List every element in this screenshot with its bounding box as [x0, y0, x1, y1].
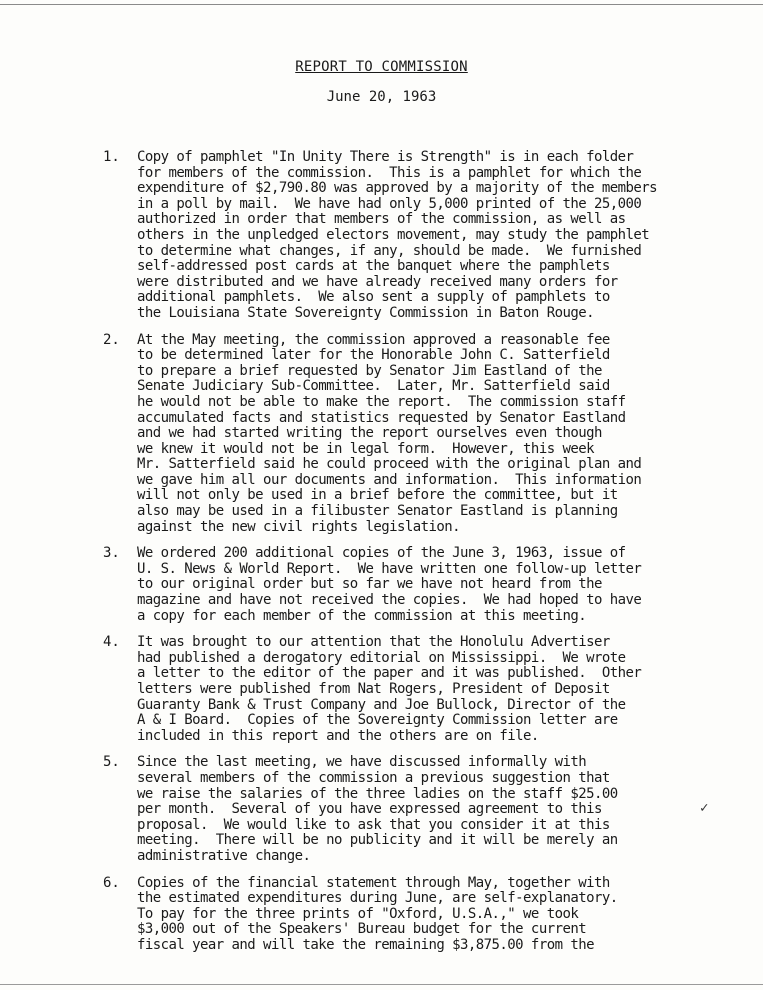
report-items: [103, 150, 743, 965]
handwritten-check-mark: ✓: [700, 800, 709, 816]
list-item: [103, 635, 743, 744]
item-text: It was brought to our attention that the Honolulu Advertiser had published a derogatory editorial on Mississippi. We wrote a letter to the editor of the paper and it was published. Other letters were published from Nat Rogers, President of Deposit Guaranty Bank & Trust Company and Joe Bullock, Director of the A & I Board. Copies of the Sovereignty Commission letter are included in this report and the others are on file.: [137, 634, 642, 744]
list-item: [103, 333, 743, 536]
list-item: [103, 876, 743, 954]
page-bottom-edge: [0, 984, 763, 985]
report-title: REPORT TO COMMISSION: [295, 59, 468, 75]
item-number: 2.: [103, 331, 120, 348]
item-text: Since the last meeting, we have discussed informally with several members of the commission a previous suggestion that we raise the salaries of the three ladies on the staff $25.00 per month. Several of you have expressed agreement to this proposal. We would like to ask that you consider it at this meeting. There will be no publicity and it will be merely an administrative change.: [137, 754, 618, 864]
list-item: [103, 150, 743, 322]
item-text: We ordered 200 additional copies of the June 3, 1963, issue of U. S. News & World Report. We have written one follow-up letter to our original order but so far we have not heard from the magazine and have not received the copies. We had hoped to have a copy for each member of the commission at this meeting.: [137, 545, 642, 624]
item-number: 1.: [103, 149, 120, 165]
list-item: [103, 755, 743, 864]
item-number: 4.: [103, 634, 120, 651]
item-text: Copy of pamphlet "In Unity There is Strength" is in each folder for members of the commission. This is a pamphlet for which the expenditure of $2,790.80 was approved by a majority of the members in a poll by mail. We have had only 5,000 printed of the 25,000 authorized in order that members of the commission, as well as others in the unpledged electors movement, may study the pamphlet to determine what changes, if any, should be made. We furnished self-addressed post cards at the banquet where the pamphlets were distributed and we have already received many orders for additional pamphlets. We also sent a supply of pamphlets to the Louisiana State Sovereignty Commission in Baton Rouge.: [137, 149, 657, 321]
list-item: [103, 546, 743, 624]
item-number: 3.: [103, 545, 120, 562]
item-text: Copies of the financial statement through May, together with the estimated expenditures during June, are self-explanatory. To pay for the three prints of "Oxford, U.S.A.," we took $3,000 out of the Speakers' Bureau budget for the current fiscal year and will take the remaining $3,875.00 from the: [137, 874, 618, 953]
item-number: 5.: [103, 754, 120, 771]
item-text: At the May meeting, the commission approved a reasonable fee to be determined later for the Honorable John C. Satterfield to prepare a brief requested by Senator Jim Eastland of the Senate Judiciary Sub-Committee. Later, Mr. Satterfield said he would not be able to make the report. The commission staff accumulated facts and statistics requested by Senator Eastland and we had started writing the report ourselves even though we knew it would not be in legal form. However, this week Mr. Satterfield said he could proceed with the original plan and we gave him all our documents and information. This information will not only be used in a brief before the committee, but it also may be used in a filibuster Senator Eastland is planning against the new civil rights legislation.: [137, 331, 642, 535]
item-number: 6.: [103, 874, 120, 891]
report-date: June 20, 1963: [326, 89, 437, 105]
page-top-edge: [0, 4, 763, 5]
